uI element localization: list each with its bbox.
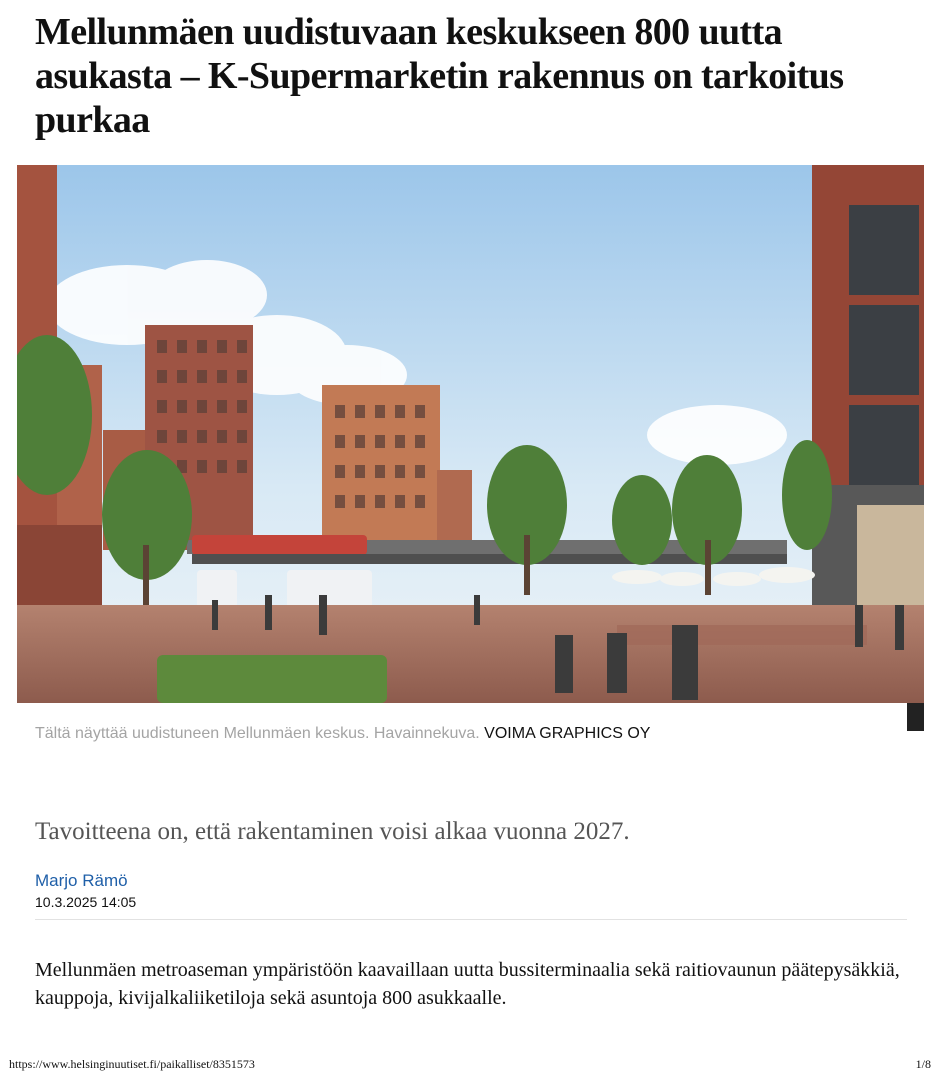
print-footer-page-number: 1/8 xyxy=(915,1057,931,1071)
print-footer-url: https://www.helsinginuutiset.fi/paikalliset/8351573 xyxy=(9,1057,255,1071)
image-caption xyxy=(35,724,915,744)
image-caption-text: Tältä näyttää uudistuneen Mellunmäen keskus. Havainnekuva. xyxy=(35,725,480,742)
article-body-paragraph: Mellunmäen metroaseman ympäristöön kaavaillaan uutta bussiterminaalia sekä raitiovaunun päätepysäkkiä, kauppoja, kivijalkaliiketiloja sekä asuntoja 800 asukkaalle. xyxy=(35,959,900,1009)
article-headline: Mellunmäen uudistuvaan keskukseen 800 uutta asukasta – K-Supermarketin rakennus on tarkoitus purkaa xyxy=(35,11,844,141)
publish-date: 10.3.2025 14:05 xyxy=(35,894,137,910)
image-credit: VOIMA GRAPHICS OY xyxy=(484,725,651,742)
author-link[interactable]: Marjo Rämö xyxy=(35,871,128,890)
divider xyxy=(35,919,907,920)
article-lead: Tavoitteena on, että rakentaminen voisi alkaa vuonna 2027. xyxy=(35,818,630,845)
article-hero-image xyxy=(17,165,924,703)
